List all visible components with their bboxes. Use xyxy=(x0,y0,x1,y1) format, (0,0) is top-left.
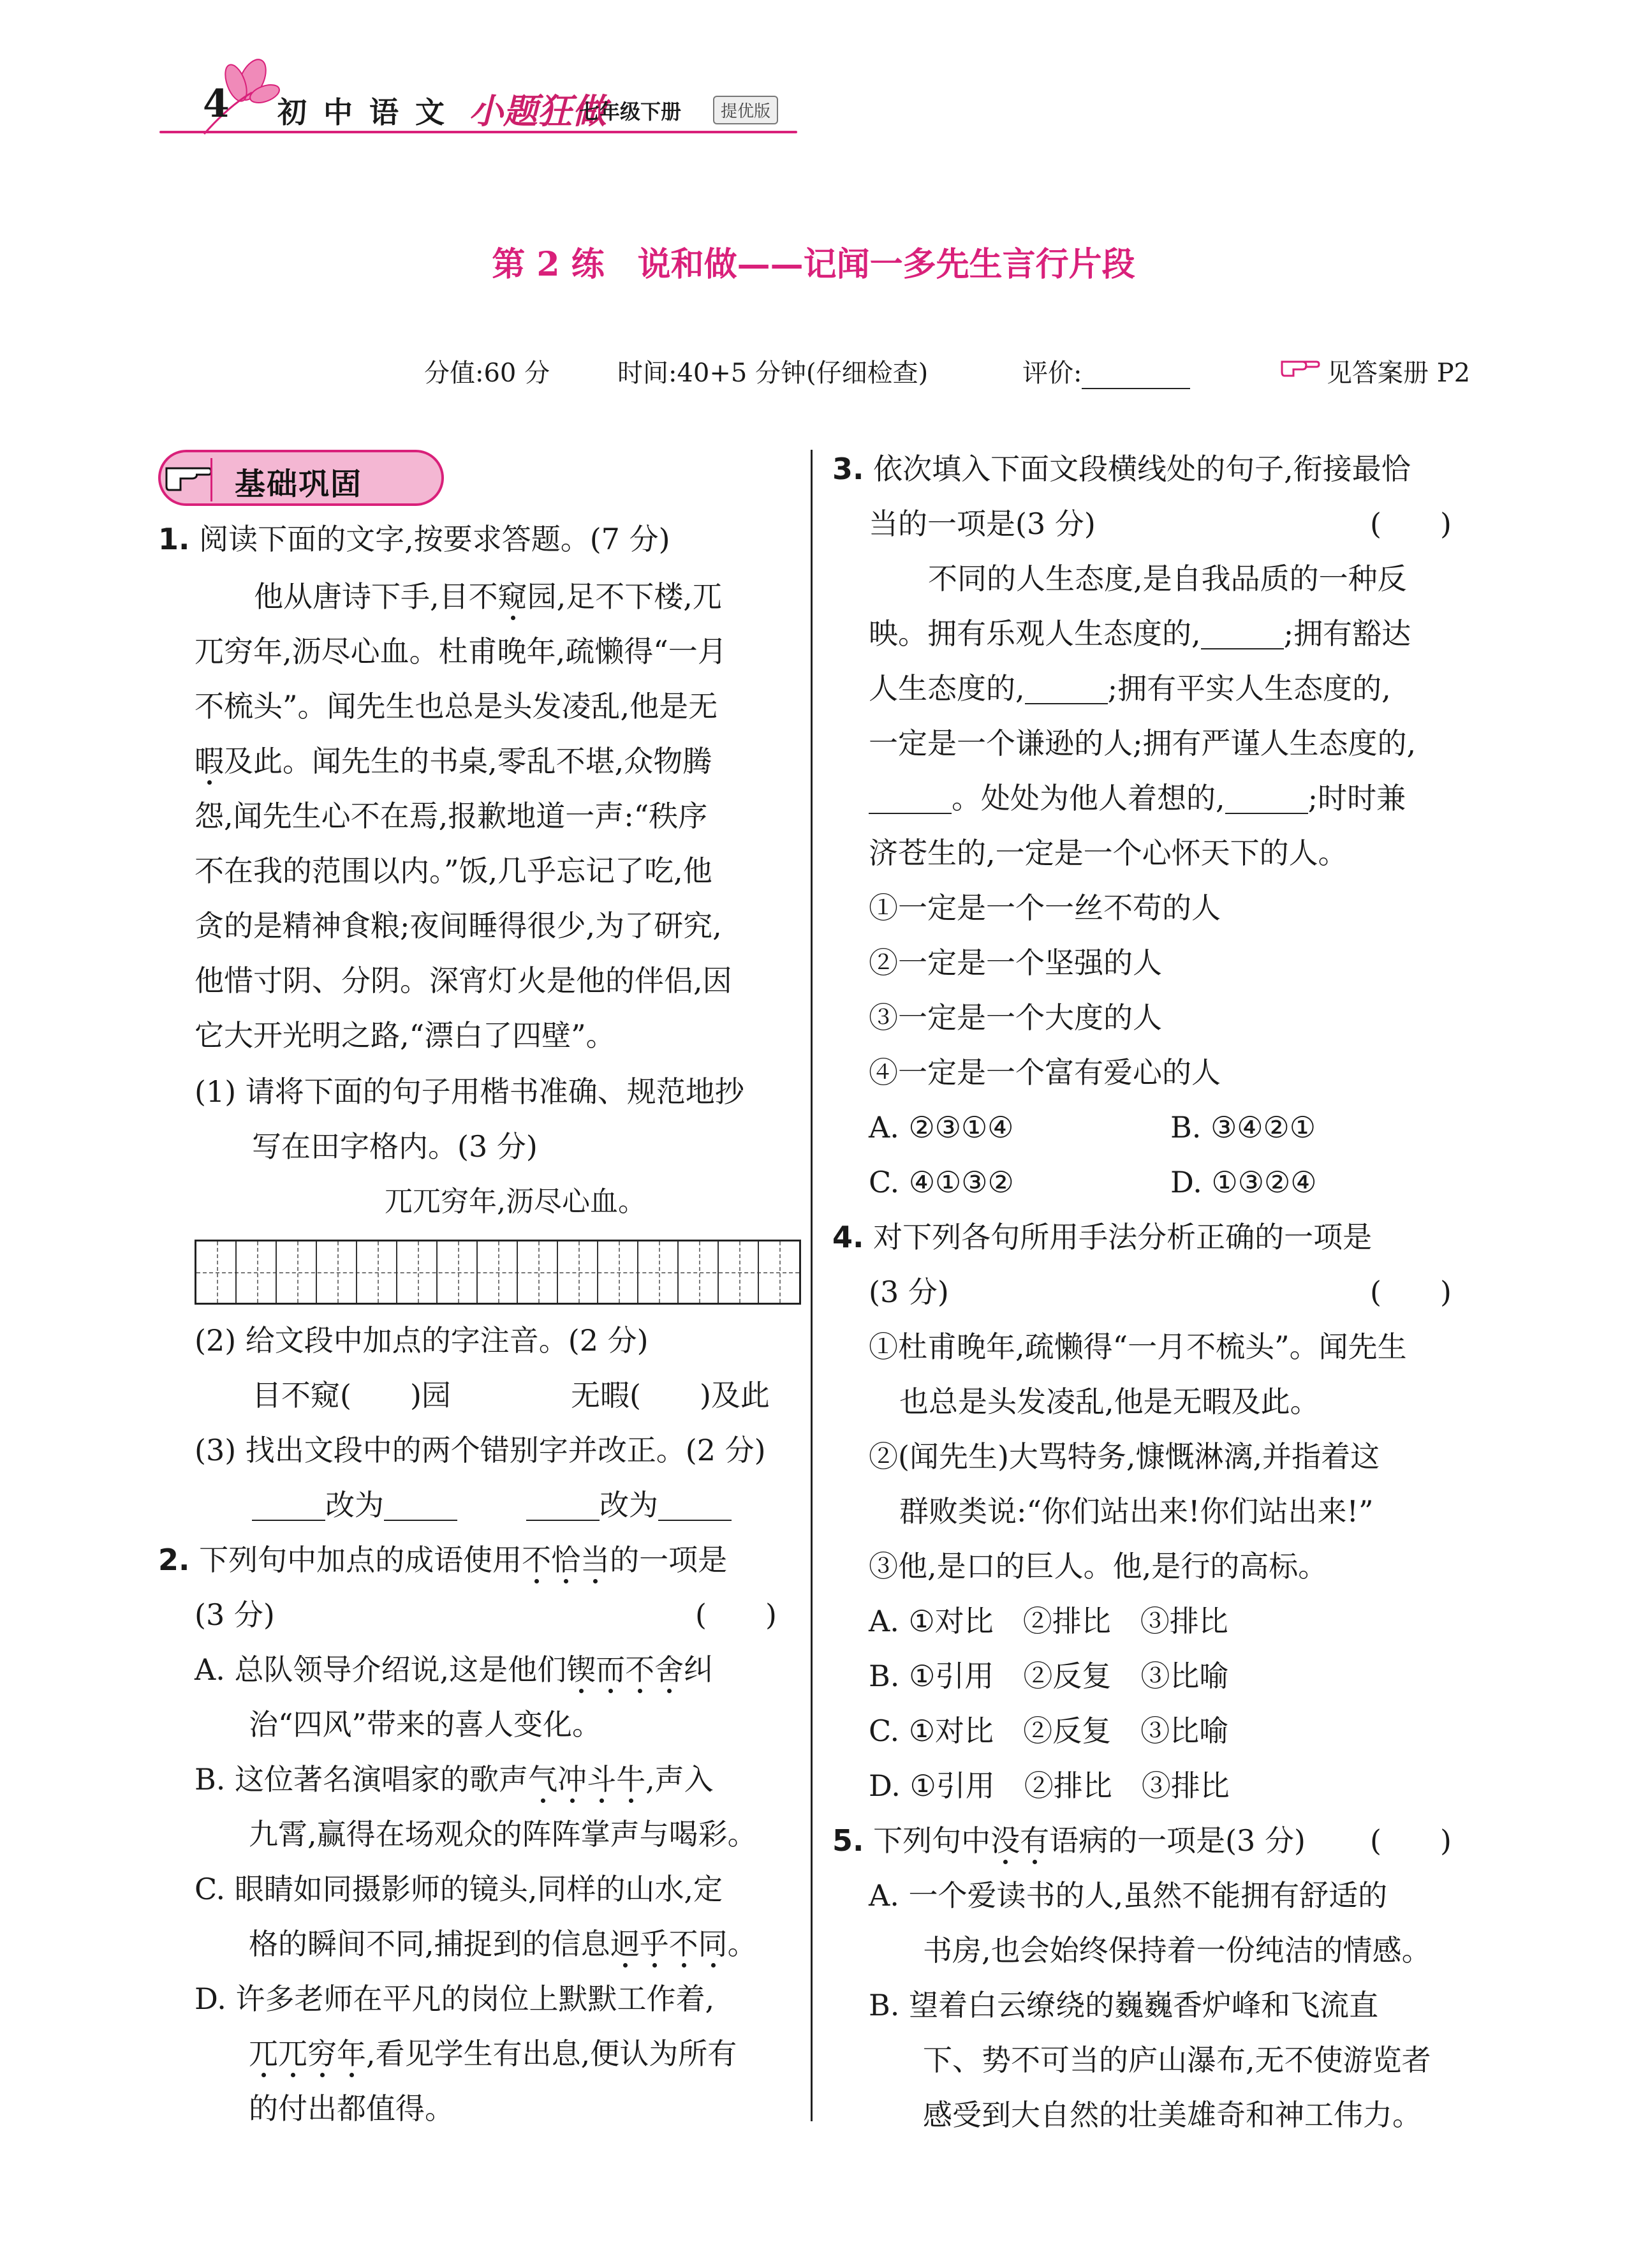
q1-sub1: (1) 请将下面的句子用楷书准确、规范地抄 xyxy=(195,1074,744,1109)
q1-passage-line-4: 暇及此。闻先生的书桌,零乱不堪,众物腾 xyxy=(195,744,712,778)
q4-item-3: ③他,是口的巨人。他,是行的高标。 xyxy=(869,1549,1328,1583)
q2-points: (3 分) xyxy=(195,1597,275,1632)
q4-item-1-cont: 也总是头发凌乱,他是无暇及此。 xyxy=(899,1384,1320,1419)
grid-cell-midline xyxy=(458,1241,459,1303)
q3-option-a[interactable]: A. ②③①④ xyxy=(869,1110,1014,1145)
q2-prompt: 2. 下列句中加点的成语使用不恰当的一项是 xyxy=(158,1543,728,1577)
q3-option-c[interactable]: C. ④①③② xyxy=(869,1165,1014,1199)
q1-passage-line-8: 他惜寸阴、分阴。深宵灯火是他的伴侣,因 xyxy=(195,963,732,998)
q4-item-2: ②(闻先生)大骂特务,慷慨淋漓,并指着这 xyxy=(869,1439,1380,1474)
q1-passage-line-3: 不梳头”。闻先生也总是头发凌乱,他是无 xyxy=(195,689,718,723)
copy-sentence: 兀兀穷年,沥尽心血。 xyxy=(385,1185,646,1218)
q1-passage-line-7: 贪的是精神食粮;夜间睡得很少,为了研究, xyxy=(195,908,722,943)
grid-cell-midline xyxy=(779,1241,781,1303)
grid-cell-midline xyxy=(699,1241,700,1303)
pointing-hand-icon xyxy=(1281,355,1320,378)
q4-item-1: ①杜甫晚年,疏懒得“一月不梳头”。闻先生 xyxy=(869,1330,1407,1364)
q1-sub1-cont: 写在田字格内。(3 分) xyxy=(252,1129,538,1164)
q2-option-b-cont: 九霄,赢得在场观众的阵阵掌声与喝彩。 xyxy=(249,1817,757,1851)
q1-sub2: (2) 给文段中加点的字注音。(2 分) xyxy=(195,1323,649,1358)
correction-blank-1[interactable]: 改为 xyxy=(252,1490,457,1521)
q3-passage-line-4: 一定是一个谦逊的人;拥有严谨人生态度的, xyxy=(869,726,1417,760)
q5-option-a[interactable]: A. 一个爱读书的人,虽然不能拥有舒适的 xyxy=(869,1878,1388,1913)
q2-option-b[interactable]: B. 这位著名演唱家的歌声气冲斗牛,声入 xyxy=(195,1762,714,1797)
q1-passage-line-2: 兀穷年,沥尽心血。杜甫晚年,疏懒得“一月 xyxy=(195,634,727,669)
grid-cell-midline xyxy=(418,1241,419,1303)
q5-option-b[interactable]: B. 望着白云缭绕的巍巍香炉峰和飞流直 xyxy=(869,1988,1379,2022)
q3-item-4: ④一定是一个富有爱心的人 xyxy=(869,1055,1221,1090)
q3-passage-line-5: 。处处为他人着想的, ;时时兼 xyxy=(869,783,1406,814)
header-brand: 小题狂做 xyxy=(469,91,607,131)
q3-option-b[interactable]: B. ③④②① xyxy=(1170,1110,1316,1145)
q2-option-d-cont2: 的付出都值得。 xyxy=(249,2091,454,2126)
rating-label: 评价: xyxy=(1022,353,1190,389)
q1-passage-line-1: 他从唐诗下手,目不窥园,足不下楼,兀 xyxy=(254,579,722,614)
rating-blank[interactable] xyxy=(1082,359,1190,389)
q3-prompt-cont: 当的一项是(3 分) xyxy=(869,507,1096,541)
grid-cell-midline xyxy=(498,1241,499,1303)
grid-cell-midline xyxy=(619,1241,620,1303)
header-subject: 初中语文 xyxy=(277,95,461,130)
q3-answer-paren[interactable]: ( ) xyxy=(1370,507,1452,541)
q3-option-d[interactable]: D. ①③②④ xyxy=(1170,1165,1317,1199)
q3-passage-line-6: 济苍生的,一定是一个心怀天下的人。 xyxy=(869,836,1348,870)
q4-points: (3 分) xyxy=(869,1275,949,1309)
pinyin-blank-1[interactable]: 目不窥( )园 xyxy=(252,1378,451,1412)
edition-badge: 提优版 xyxy=(713,96,778,124)
q4-option-c[interactable]: C. ①对比 ②反复 ③比喻 xyxy=(869,1714,1229,1748)
q1-passage-line-6: 不在我的范围以内。”饭,几乎忘记了吃,他 xyxy=(195,854,712,888)
grid-cell-midline xyxy=(578,1241,580,1303)
q5-option-a-cont: 书房,也会始终保持着一份纯洁的情感。 xyxy=(923,1933,1431,1968)
q5-answer-paren[interactable]: ( ) xyxy=(1370,1823,1452,1858)
section-label: 基础巩固 xyxy=(235,466,363,502)
q3-passage-line-2: 映。拥有乐观人生态度的, ;拥有豁达 xyxy=(869,616,1411,651)
score-label: 分值:60 分 xyxy=(424,359,550,388)
q2-option-c[interactable]: C. 眼睛如同摄影师的镜头,同样的山水,定 xyxy=(195,1872,723,1906)
q3-item-2: ②一定是一个坚强的人 xyxy=(869,945,1162,980)
q4-answer-paren[interactable]: ( ) xyxy=(1370,1275,1452,1309)
tianzige-grid[interactable] xyxy=(195,1240,801,1305)
q1-prompt: 1. 阅读下面的文字,按要求答题。(7 分) xyxy=(158,522,670,556)
page-number: 4 xyxy=(203,82,230,126)
q3-item-3: ③一定是一个大度的人 xyxy=(869,1000,1162,1035)
correction-blank-2[interactable]: 改为 xyxy=(526,1490,732,1521)
q3-prompt: 3. 依次填入下面文段横线处的句子,衔接最恰 xyxy=(832,452,1411,486)
q3-item-1: ①一定是一个一丝不苟的人 xyxy=(869,891,1221,925)
grid-cell-midline xyxy=(217,1241,218,1303)
q2-answer-paren[interactable]: ( ) xyxy=(695,1597,777,1632)
q1-passage-line-5: 怨,闻先生心不在焉,报歉地道一声:“秩序 xyxy=(195,799,708,833)
q4-option-a[interactable]: A. ①对比 ②排比 ③排比 xyxy=(869,1604,1228,1638)
q2-option-d-cont: 兀兀穷年,看见学生有出息,便认为所有 xyxy=(249,2036,737,2071)
grid-cell-midline xyxy=(538,1241,540,1303)
lesson-title: 第 2 练 说和做——记闻一多先生言行片段 xyxy=(492,245,1135,284)
q1-sub3: (3) 找出文段中的两个错别字并改正。(2 分) xyxy=(195,1433,766,1467)
q2-option-c-cont: 格的瞬间不同,捕捉到的信息迥乎不同。 xyxy=(249,1927,757,1961)
q5-prompt: 5. 下列句中没有语病的一项是(3 分) xyxy=(832,1823,1306,1858)
pinyin-blank-2[interactable]: 无暇( )及此 xyxy=(571,1378,770,1412)
q3-passage-line-1: 不同的人生态度,是自我品质的一种反 xyxy=(928,561,1407,596)
grid-cell-midline xyxy=(257,1241,258,1303)
q2-option-d[interactable]: D. 许多老师在平凡的岗位上默默工作着, xyxy=(195,1982,715,2016)
grid-cell-midline xyxy=(297,1241,298,1303)
time-label: 时间:40+5 分钟(仔细检查) xyxy=(617,359,929,388)
grid-cell-midline xyxy=(739,1241,740,1303)
q5-option-b-cont2: 感受到大自然的壮美雄奇和神工伟力。 xyxy=(923,2098,1422,2132)
q3-passage-line-3: 人生态度的, ;拥有平实人生态度的, xyxy=(869,671,1391,706)
badge-separator xyxy=(210,458,212,501)
q5-option-b-cont: 下、势不可当的庐山瀑布,无不使游览者 xyxy=(923,2043,1431,2077)
answer-reference[interactable]: 见答案册 P2 xyxy=(1327,359,1471,388)
header-grade: 七年级下册 xyxy=(579,100,682,124)
pointing-hand-icon xyxy=(163,454,214,496)
grid-cell-midline xyxy=(378,1241,379,1303)
q4-option-d[interactable]: D. ①引用 ②排比 ③排比 xyxy=(869,1768,1230,1803)
q4-option-b[interactable]: B. ①引用 ②反复 ③比喻 xyxy=(869,1659,1229,1693)
grid-cell-midline xyxy=(659,1241,660,1303)
q1-passage-line-9: 它大开光明之路,“漂白了四壁”。 xyxy=(195,1018,615,1053)
grid-cell-midline xyxy=(337,1241,339,1303)
column-divider xyxy=(811,450,813,2121)
q4-prompt: 4. 对下列各句所用手法分析正确的一项是 xyxy=(832,1220,1373,1254)
q2-option-a[interactable]: A. 总队领导介绍说,这是他们锲而不舍纠 xyxy=(195,1652,714,1687)
q2-option-a-cont: 治“四风”带来的喜人变化。 xyxy=(249,1707,602,1742)
q4-item-2-cont: 群败类说:“你们站出来!你们站出来!” xyxy=(899,1494,1374,1529)
